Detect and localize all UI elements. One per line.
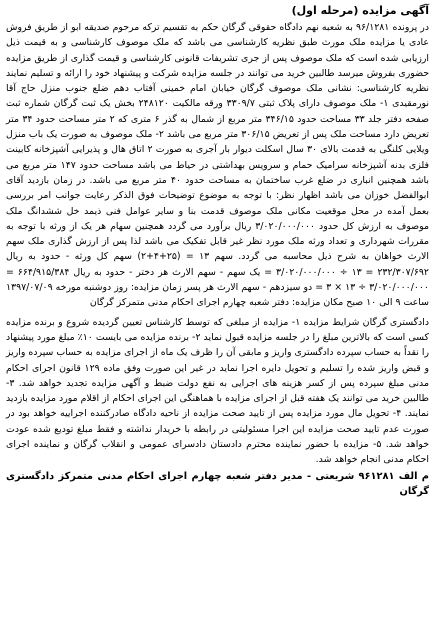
notice-body-paragraph-1: در پرونده ۹۶/۱۲۸۱ به شعبه نهم دادگاه حقوقی گرگان حکم به تقسیم ترکه مرحوم صدیقه ابو از طریق فروش عادی یا مزایده ملک مورث طبق نظریه کارشناسی می باشد که ملک موصوف کارشناسی و به قیمت ذیل ارزیابی شده است که ملک موصوف پس از جری تشریفات قانونی کارشناسی و قیمت گذاری از طریق مزایده حضوری بفروش میرسد طالبین خرید می توانند در جلسه مزایده شرکت و پیشنهاد خود را ارائه و تسلیم نمایند نظریه کارشناسی: نشانی ملک موصوف گرگان خیابان امام خمینی آفتاب دهم ضلع جنوب منزل حاج آقا نورمقیدی ۱- ملک موصوف دارای پلاک ثبتی ۳۳۰۹/۷ ورقه مالکیت ۲۴۸۱۲۰ بخش یک ثبت گرگان شماره ثبت صفحه دفتر جلد ۳۳ مساحت حدود ۳۴۶/۱۵ متر مربع از شمال به گذر ۶ متری که ۲ متر مساحت حدود ۳۴ متر تعریض دارد مساحت ملک پس از تعریض ۳۰۶/۱۵ متر مربع می باشد ۲- ملک موصوف به صورت یک باب منزل ویلایی کلنگی به قدمت بالای ۳۰ سال اسکلت دیوار بار آجری به صورت ۲ اتاق هال و پذیرایی آشپزخانه کابینت فلزی بدنه آشپزخانه سرامیک حمام و سرویس بهداشتی در حیاط می باشد مساحت حدود ۱۴۷ متر مربع می باشد همچنین انباری در ضلع غرب ساختمان به مساحت حدود ۴۰ متر مربع می باشد. در زمان بازدید آقای ابوالفضل خوزان می باشد اظهار نظر: با توجه به موضوع توضیحات فوق الذکر رعایت جوانب امر بررسی بعمل آمده در محل موقعیت مکانی ملک موصوف قدمت بنا و سایر عوامل فنی ذیمد خل ششدانگ ملک موصوف به ارزش کل حدود ۳/۰۲۰/۰۰۰/۰۰۰ ریال برآورد می گردد همچنین سهام هر یک از ورثه با توجه به مقررات شهرداری و تعداد ورثه ملک مورد نظر غیر قابل تفکیک می باشد لذا پس از ارزش گذاری ملک سهم الارث خواهان به شرح ذیل محاسبه می گردد. سهم ۱۳ = (۲۵+۴+۲) سهم کل ورثه - حدود به ریال ۲۳۲/۳۰۷/۶۹۲ = ۱۳ ÷ ۳/۰۲۰/۰۰۰/۰۰۰ = یک سهم - سهم الارث هر دختر - حدود به ریال ۶۶۴/۹۱۵/۳۸۴ = ۳/۰۲۰/۰۰۰/۰۰۰ ÷ ۱۳ × ۳ = دو سیزدهم - سهم الارث هر پسر زمان مزایده: روز دوشنبه مورخه ۱۳۹۷/۰۷/۰۹ ساعت ۹ الی ۱۰ صبح مکان مزایده: دفتر شعبه چهارم اجرای احکام مدنی متمرکز گرگان [6, 22, 430, 309]
notice-footer-signature: م الف ۹۶۱۲۸۱ شریعتی - مدیر دفتر شعبه چهارم اجرای احکام مدنی متمرکز دادگستری گرگان [6, 470, 429, 498]
notice-body-paragraph-2: دادگستری گرگان شرایط مزایده ۱- مزایده از مبلغی که توسط کارشناس تعیین گردیده شروع و برنده مزایده کسی است که بالاترین مبلغ را در جلسه مزایده قبول نماید ۲- برنده مزایده می بایست ۱۰٪ مبلغ مورد پیشنهاد را نقداً به حساب سپرده دادگستری واریز و مابقی آن را ظرف یک ماه از اجرای مزایده به حساب سپرده واریز و قبض واریز شده را تسلیم و تحویل دایره اجرا نماید در غیر این صورت وفق ماده ۱۲۹ قانون اجرای احکام مدنی مبلغ سپرده پس از کسر هزینه های اجرایی به نفع دولت ضبط و آگهی مزایده تجدید خواهد شد. ۳- طالبین خرید می توانند یک هفته قبل از اجرای مزایده با هماهنگی این اجرای احکام از اقلام مورد مزایده بازدید نمایند. ۴- تحویل مال مورد مزایده پس از تایید صحت مزایده از ناحیه دادگاه صادرکننده اجراییه خواهد بود در صورت عدم تایید صحت مزایده این اجرا مسئولیتی در رابطه با خریدار نداشته و فقط مبلغ تودیع شده عودت خواهد شد. ۵- مزایده با حضور نماینده محترم دادستان دادسرای عمومی و انقلاب گرگان و نماینده اجرای احکام مدنی انجام خواهد شد. [6, 316, 430, 466]
notice-title: آگهی مزایده (مرحله اول) [291, 4, 429, 17]
